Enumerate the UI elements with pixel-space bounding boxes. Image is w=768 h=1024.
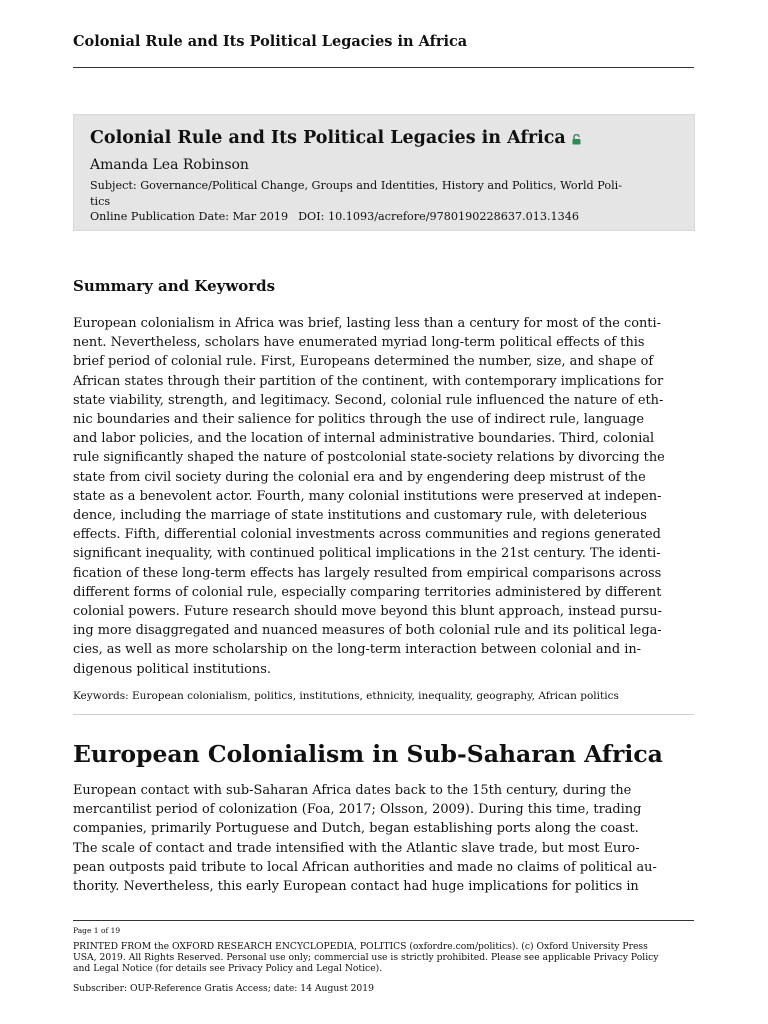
open-access-lock-icon[interactable]	[572, 128, 581, 152]
article-subject	[90, 178, 678, 194]
summary-heading: Summary and Keywords	[73, 277, 276, 295]
abstract-line: and labor policies, and the location of internal administrative boundaries. Third, colonial	[73, 431, 655, 447]
abstract-line: rule significantly shaped the nature of postcolonial state-society relations by divorcing the	[73, 450, 665, 466]
article-author[interactable]: Amanda Lea Robinson	[90, 157, 249, 173]
body-line: The scale of contact and trade intensified with the Atlantic slave trade, but most Euro-	[73, 840, 640, 856]
footer-divider	[73, 920, 694, 921]
abstract-line: different forms of colonial rule, especially comparing territories administered by different	[73, 584, 662, 600]
abstract-text	[73, 314, 695, 679]
body-line: pean outposts paid tribute to local African authorities and made no claims of political au-	[73, 859, 657, 875]
keywords-divider	[73, 714, 694, 715]
date-value: Mar 2019	[232, 210, 289, 223]
abstract-line: European colonialism in Africa was brief, lasting less than a century for most of the conti-	[73, 316, 661, 331]
abstract-line: effects. Fifth, differential colonial investments across communities and regions generated	[73, 527, 661, 543]
abstract-line: nic boundaries and their salience for politics through the use of indirect rule, language	[73, 412, 645, 428]
body-line: mercantilist period of colonization (Foa, 2017; Olsson, 2009). During this time, trading	[73, 802, 642, 818]
subject-value[interactable]: Governance/Political Change, Groups and Identities, History and Politics, World Poli-	[140, 179, 623, 192]
section-heading: European Colonialism in Sub-Saharan Africa	[73, 740, 663, 768]
article-title-text: Colonial Rule and Its Political Legacies in Africa	[90, 128, 566, 148]
body-line: thority. Nevertheless, this early European contact had huge implications for politics in	[73, 879, 639, 895]
running-header: Colonial Rule and Its Political Legacies in Africa	[73, 33, 468, 50]
subject-label: Subject:	[90, 179, 137, 192]
article-title	[90, 126, 678, 152]
abstract-line: African states through their partition of the continent, with contemporary implications for	[73, 373, 664, 389]
subscriber-info: Subscriber: OUP-Reference Gratis Access; date: 14 August 2019	[73, 983, 374, 994]
abstract-line: nent. Nevertheless, scholars have enumerated myriad long-term political effects of this	[73, 335, 645, 351]
publication-info	[90, 209, 678, 225]
abstract-line: state from civil society during the colonial era and by engendering deep mistrust of the	[73, 469, 646, 485]
abstract-line: significant inequality, with continued political implications in the 21st century. The identi-	[73, 546, 661, 562]
printed-notice-line: and Legal Notice (for details see Privacy Policy and Legal Notice).	[73, 963, 383, 974]
header-divider	[73, 67, 694, 68]
date-label: Online Publication Date:	[90, 210, 229, 223]
body-line: companies, primarily Portuguese and Dutch, began establishing ports along the coast.	[73, 821, 639, 837]
article-metadata-box	[73, 114, 695, 231]
body-line: European contact with sub-Saharan Africa dates back to the 15th century, during the	[73, 783, 632, 798]
abstract-line: digenous political institutions.	[73, 661, 271, 677]
abstract-line: dence, including the marriage of state institutions and customary rule, with deleterious	[73, 508, 647, 524]
keywords: Keywords: European colonialism, politics, institutions, ethnicity, inequality, geography, African politics	[73, 690, 619, 702]
article-subject-continued[interactable]: tics	[90, 194, 111, 208]
doi-value[interactable]: 10.1093/acrefore/9780190228637.013.1346	[327, 210, 580, 223]
printed-notice	[73, 941, 698, 974]
abstract-line: state viability, strength, and legitimacy. Second, colonial rule influenced the nature of eth-	[73, 392, 664, 408]
abstract-line: state as a benevolent actor. Fourth, many colonial institutions were preserved at indepen-	[73, 488, 662, 504]
printed-notice-line: USA, 2019. All Rights Reserved. Personal use only; commercial use is strictly prohibited. Please see applicable Privacy Policy	[73, 952, 659, 963]
body-text	[73, 781, 695, 896]
doi-label: DOI:	[298, 210, 325, 223]
abstract-line: fication of these long-term effects has largely resulted from empirical comparisons across	[73, 565, 662, 581]
printed-notice-line: PRINTED FROM the OXFORD RESEARCH ENCYCLOPEDIA, POLITICS (oxfordre.com/politics). (c) Oxford University Press	[73, 941, 648, 952]
abstract-line: cies, as well as more scholarship on the long-term interaction between colonial and in-	[73, 642, 641, 658]
page-number: Page 1 of 19	[73, 926, 121, 935]
abstract-line: brief period of colonial rule. First, Europeans determined the number, size, and shape of	[73, 354, 654, 370]
abstract-line: colonial powers. Future research should move beyond this blunt approach, instead pursu-	[73, 604, 662, 620]
abstract-line: ing more disaggregated and nuanced measures of both colonial rule and its political lega-	[73, 623, 662, 639]
